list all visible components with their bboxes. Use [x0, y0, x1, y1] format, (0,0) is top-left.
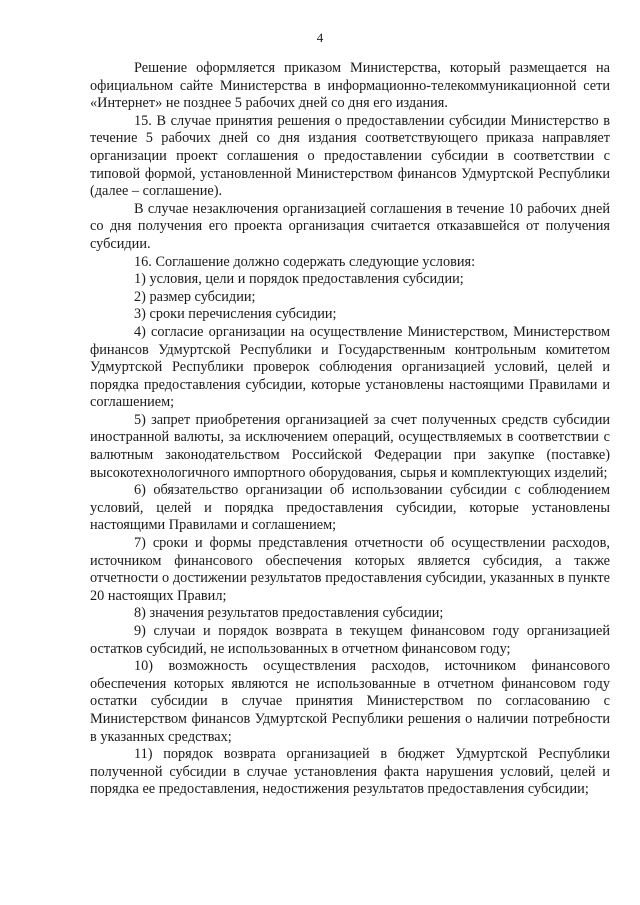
list-item-11: 11) порядок возврата организацией в бюджет Удмуртской Республики полученной субсидии в случае установления факта нарушения условий, целей и порядка ее предоставления, недостижения результатов предоставления субсидии; — [90, 746, 610, 798]
paragraph-non-conclusion: В случае незаключения организацией соглашения в течение 10 рабочих дней со дня получения его проекта организация считается отказавшейся от получения субсидии. — [90, 200, 610, 252]
paragraph-item-16: 16. Соглашение должно содержать следующие условия: — [134, 253, 476, 270]
list-item-10: 10) возможность осуществления расходов, источником финансового обеспечения которых являются не использованные в отчетном финансовом году остатки субсидии в случае принятия Министерством по согласованию с Министерством финансов Удмуртской Республики решения о наличии потребности в указанных средствах; — [90, 658, 610, 745]
page-number: 4 — [316, 30, 324, 45]
list-item-7: 7) сроки и формы представления отчетности об осуществлении расходов, источником финансового обеспечения которых является субсидия, а также отчетности о достижении результатов предоставления субсидии, указанных в пункте 20 настоящих Правил; — [90, 535, 610, 604]
paragraph-decision-order: Решение оформляется приказом Министерства, который размещается на официальном сайте Министерства в информационно-телекоммуникационной сети «Интернет» не позднее 5 рабочих дней со дня его издания. — [90, 60, 610, 112]
list-item-8: 8) значения результатов предоставления субсидии; — [134, 605, 444, 622]
list-item-1: 1) условия, цели и порядок предоставления субсидии; — [134, 271, 464, 288]
list-item-6: 6) обязательство организации об использовании субсидии с соблюдением условий, целей и порядка предоставления субсидии, которые установлены настоящими Правилами и соглашением; — [90, 482, 610, 534]
list-item-5: 5) запрет приобретения организацией за счет полученных средств субсидии иностранной валюты, за исключением операций, осуществляемых в соответствии с валютным законодательством Российской Федерации при закупке (поставке) высокотехнологичного импортного оборудования, сырья и комплектующих изделий; — [90, 411, 610, 481]
paragraph-item-15: 15. В случае принятия решения о предоставлении субсидии Министерство в течение 5 рабочих дней со дня издания соответствующего приказа направляет организации проект соглашения о предоставлении субсидии в соответствии с типовой формой, установленной Министерством финансов Удмуртской Республики (далее – соглашение). — [90, 112, 610, 200]
list-item-9: 9) случаи и порядок возврата в текущем финансовом году организацией остатков субсидий, не использованных в отчетном финансовом году; — [90, 623, 610, 657]
list-item-2: 2) размер субсидии; — [134, 288, 256, 305]
list-item-4: 4) согласие организации на осуществление Министерством, Министерством финансов Удмуртской Республики и Государственным контрольным комитетом Удмуртской Республики проверок соблюдения организацией условий, целей и порядка предоставления субсидии, которые установлены настоящими Правилами и соглашением; — [90, 323, 610, 411]
document-body — [90, 60, 610, 799]
list-item-3: 3) сроки перечисления субсидии; — [134, 306, 337, 323]
